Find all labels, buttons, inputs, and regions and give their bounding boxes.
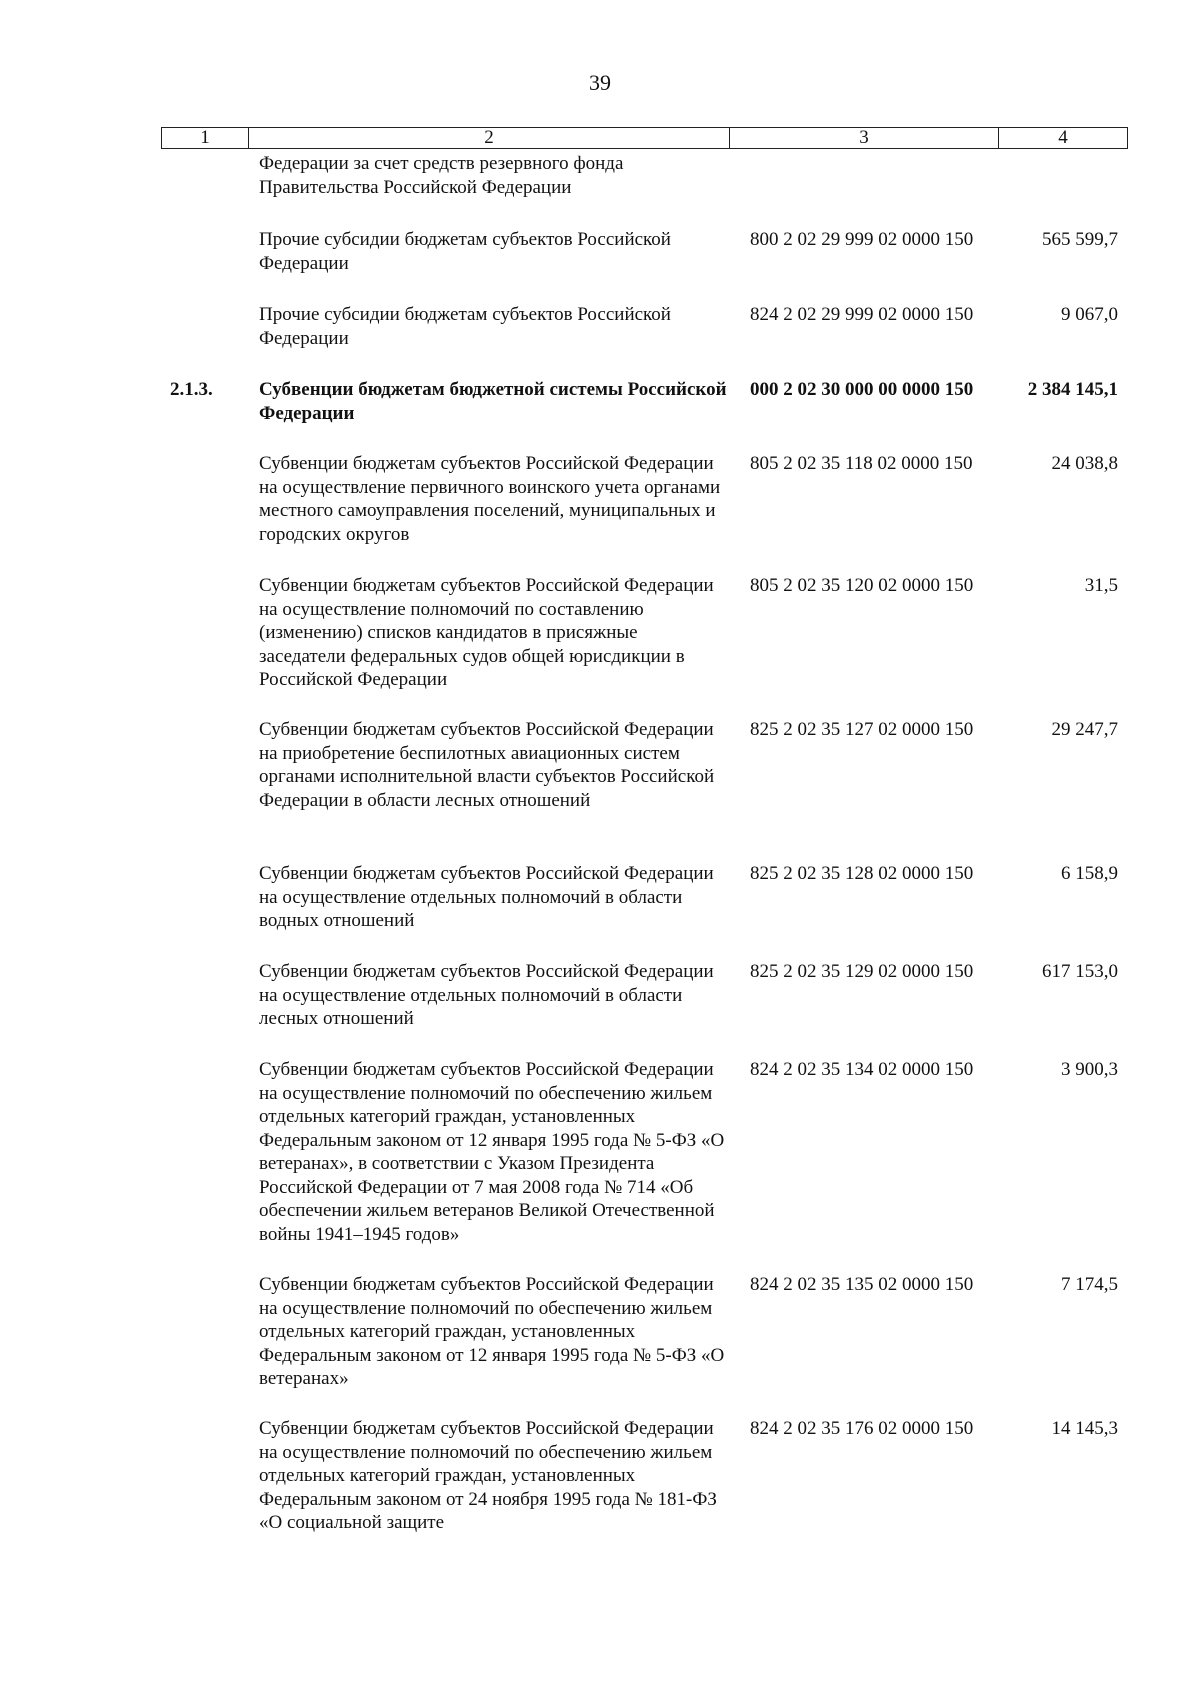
row-amount: 617 153,0: [1042, 961, 1118, 982]
row-name: Субвенции бюджетам субъектов Российской Федерации на осуществление полномочий по обеспечению жильем отдельных категорий граждан, установленных Федеральным законом от 12 января 1995 года № 5-ФЗ «О ветеранах», в соответствии с Указом Президента Российской Федерации от 7 мая 2008 года № 714 «Об обеспечении жильем ветеранов Великой Отечественной войны 1941–1945 годов»: [259, 1059, 725, 1245]
row-amount: 6 158,9: [1061, 863, 1118, 884]
column-header-3: 3: [730, 128, 999, 149]
row-amount: 2 384 145,1: [1027, 379, 1118, 400]
row-amount: 7 174,5: [1061, 1274, 1118, 1295]
row-name: Субвенции бюджетам субъектов Российской Федерации на осуществление отдельных полномочий в области лесных отношений: [259, 961, 714, 1029]
row-name: Субвенции бюджетам субъектов Российской Федерации на осуществление полномочий по обеспечению жильем отдельных категорий граждан, установленных Федеральным законом от 12 января 1995 года № 5-ФЗ «О ветеранах»: [259, 1274, 725, 1389]
row-code: 825 2 02 35 129 02 0000 150: [750, 961, 974, 982]
row-name: Субвенции бюджетам субъектов Российской Федерации на осуществление полномочий по обеспечению жильем отдельных категорий граждан, установленных Федеральным законом от 24 ноября 1995 года № 181-ФЗ «О социальной защите: [259, 1418, 717, 1533]
row-code: 000 2 02 30 000 00 0000 150: [750, 379, 974, 400]
row-code: 824 2 02 35 176 02 0000 150: [750, 1418, 974, 1439]
row-code: 825 2 02 35 127 02 0000 150: [750, 719, 974, 740]
column-header-1: 1: [162, 128, 249, 149]
row-name: Субвенции бюджетам субъектов Российской Федерации на осуществление полномочий по составлению (изменению) списков кандидатов в присяжные заседатели федеральных судов общей юрисдикции в Российской Федерации: [259, 575, 714, 690]
row-code: 824 2 02 35 134 02 0000 150: [750, 1059, 974, 1080]
row-code: 805 2 02 35 118 02 0000 150: [750, 453, 973, 474]
column-header-2: 2: [249, 128, 730, 149]
row-amount: 29 247,7: [1051, 719, 1118, 740]
row-amount: 24 038,8: [1051, 453, 1118, 474]
row-name: Прочие субсидии бюджетам субъектов Российской Федерации: [259, 229, 671, 274]
page-number: 39: [589, 70, 611, 95]
column-header-4: 4: [999, 128, 1128, 149]
row-code: 800 2 02 29 999 02 0000 150: [750, 229, 974, 250]
row-name: Субвенции бюджетам субъектов Российской Федерации на приобретение беспилотных авиационных систем органами исполнительной власти субъектов Российской Федерации в области лесных отношений: [259, 719, 715, 811]
row-amount: 14 145,3: [1051, 1418, 1118, 1439]
row-amount: 31,5: [1084, 575, 1118, 596]
row-name: Субвенции бюджетам субъектов Российской Федерации на осуществление отдельных полномочий в области водных отношений: [259, 863, 714, 931]
row-code: 825 2 02 35 128 02 0000 150: [750, 863, 974, 884]
row-name: Субвенции бюджетам бюджетной системы Российской Федерации: [259, 379, 727, 424]
row-name: Федерации за счет средств резервного фонда Правительства Российской Федерации: [259, 153, 624, 198]
column-header-table: [161, 127, 1128, 149]
row-amount: 9 067,0: [1061, 304, 1118, 325]
row-name: Прочие субсидии бюджетам субъектов Российской Федерации: [259, 304, 671, 349]
row-amount: 565 599,7: [1042, 229, 1118, 250]
row-number: 2.1.3.: [170, 379, 213, 400]
row-code: 805 2 02 35 120 02 0000 150: [750, 575, 974, 596]
row-code: 824 2 02 35 135 02 0000 150: [750, 1274, 974, 1295]
row-name: Субвенции бюджетам субъектов Российской Федерации на осуществление первичного воинского учета органами местного самоуправления поселений, муниципальных и городских округов: [259, 453, 721, 545]
row-code: 824 2 02 29 999 02 0000 150: [750, 304, 974, 325]
row-amount: 3 900,3: [1061, 1059, 1118, 1080]
